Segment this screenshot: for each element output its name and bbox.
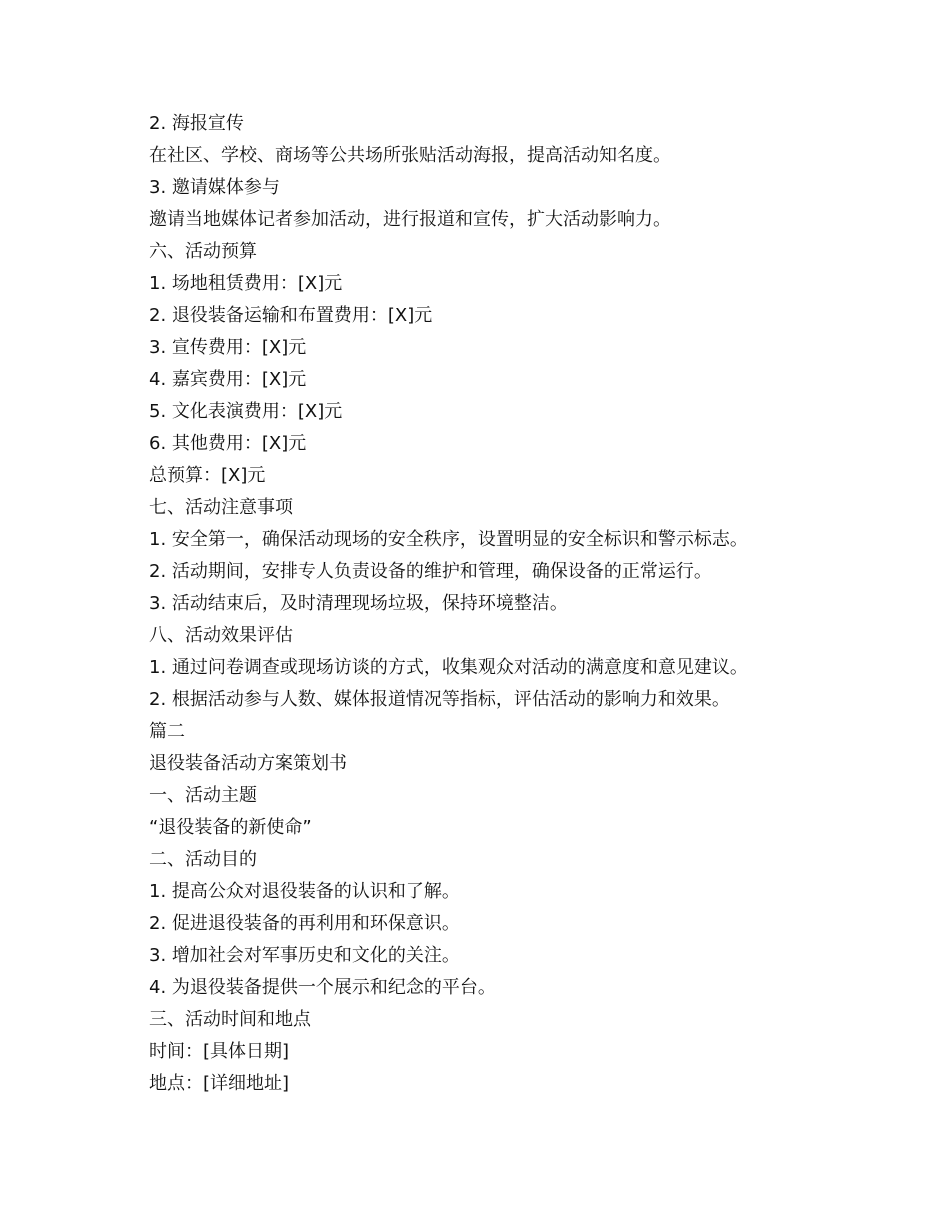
budget-item: 2. 退役装备运输和布置费用：[X]元: [149, 305, 433, 326]
budget-item: 5. 文化表演费用：[X]元: [149, 401, 343, 422]
section-heading-budget: 六、活动预算: [149, 241, 257, 262]
purpose-item: 2. 促进退役装备的再利用和环保意识。: [149, 913, 460, 934]
evaluation-item: 2. 根据活动参与人数、媒体报道情况等指标，评估活动的影响力和效果。: [149, 689, 730, 710]
notes-item: 3. 活动结束后，及时清理现场垃圾，保持环境整洁。: [149, 593, 568, 614]
paragraph-poster: 在社区、学校、商场等公共场所张贴活动海报，提高活动知名度。: [149, 145, 671, 166]
document-body: [149, 108, 849, 1100]
purpose-item: 3. 增加社会对军事历史和文化的关注。: [149, 945, 460, 966]
budget-item: 1. 场地租赁费用：[X]元: [149, 273, 343, 294]
paragraph-media: 邀请当地媒体记者参加活动，进行报道和宣传，扩大活动影响力。: [149, 209, 671, 230]
part-heading: 篇二: [149, 721, 185, 742]
subheading-poster: 2. 海报宣传: [149, 113, 244, 134]
notes-item: 1. 安全第一，确保活动现场的安全秩序，设置明显的安全标识和警示标志。: [149, 529, 748, 550]
evaluation-item: 1. 通过问卷调查或现场访谈的方式，收集观众对活动的满意度和意见建议。: [149, 657, 748, 678]
budget-item: 6. 其他费用：[X]元: [149, 433, 307, 454]
event-time: 时间：[具体日期]: [149, 1041, 290, 1062]
section-heading-time-place: 三、活动时间和地点: [149, 1009, 311, 1030]
purpose-item: 1. 提高公众对退役装备的认识和了解。: [149, 881, 460, 902]
section-heading-notes: 七、活动注意事项: [149, 497, 293, 518]
section-heading-evaluation: 八、活动效果评估: [149, 625, 293, 646]
subheading-media: 3. 邀请媒体参与: [149, 177, 280, 198]
budget-item: 4. 嘉宾费用：[X]元: [149, 369, 307, 390]
section-heading-purpose: 二、活动目的: [149, 849, 257, 870]
section-heading-theme: 一、活动主题: [149, 785, 257, 806]
budget-item: 3. 宣传费用：[X]元: [149, 337, 307, 358]
theme-text: “退役装备的新使命”: [149, 817, 312, 838]
event-place: 地点：[详细地址]: [149, 1073, 290, 1094]
document-title: 退役装备活动方案策划书: [149, 753, 347, 774]
notes-item: 2. 活动期间，安排专人负责设备的维护和管理，确保设备的正常运行。: [149, 561, 712, 582]
budget-total: 总预算：[X]元: [149, 465, 266, 486]
purpose-item: 4. 为退役装备提供一个展示和纪念的平台。: [149, 977, 496, 998]
